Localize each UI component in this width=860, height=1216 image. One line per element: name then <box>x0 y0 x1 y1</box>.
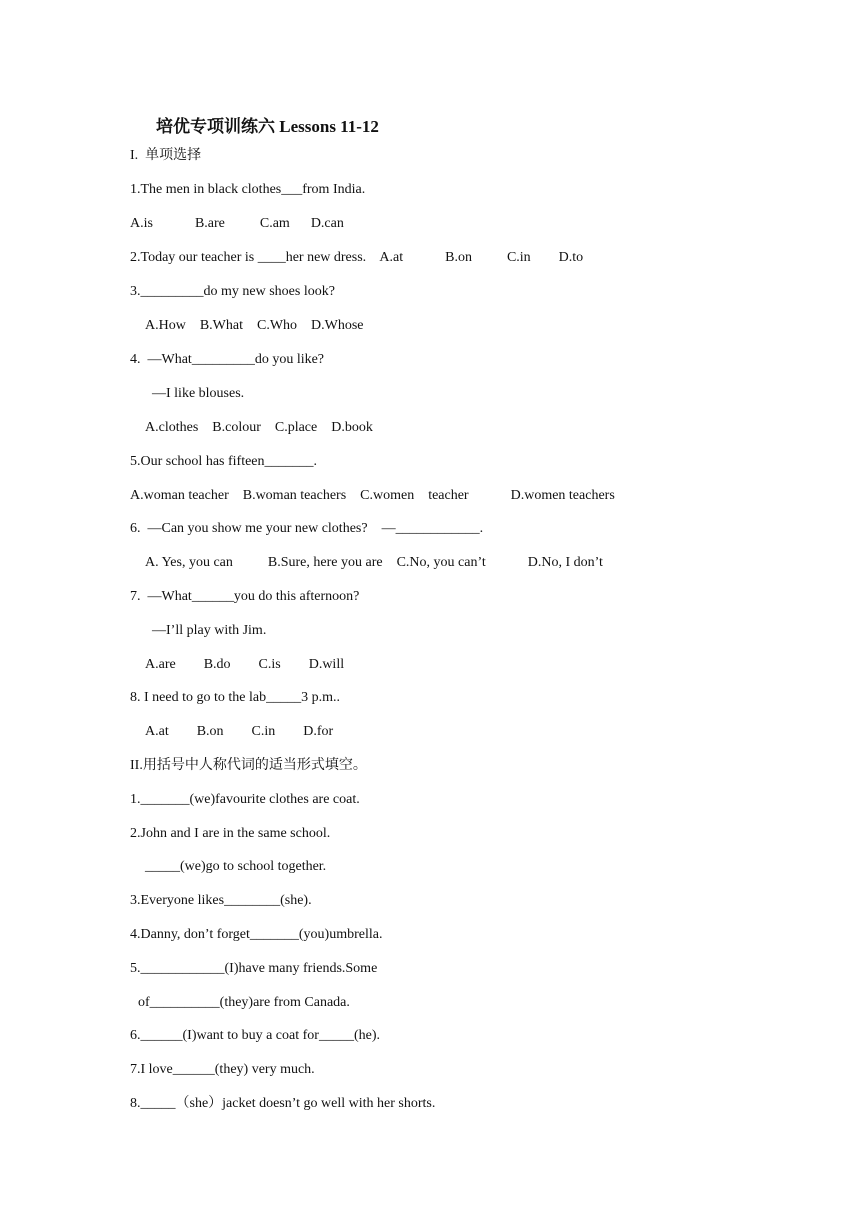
pronoun-item-5-continued: of__________(they)are from Canada. <box>138 995 350 1010</box>
page-title: 培优专项训练六 Lessons 11-12 <box>156 117 379 136</box>
pronoun-item-1: 1._______(we)favourite clothes are coat. <box>130 792 360 807</box>
question-6: 6. —Can you show me your new clothes? —____________. <box>130 521 484 536</box>
question-5-options: A.woman teacher B.woman teachers C.women teacher D.women teachers <box>130 488 615 503</box>
pronoun-item-5: 5.____________(I)have many friends.Some <box>130 961 378 976</box>
question-4: 4. —What_________do you like? <box>130 352 325 367</box>
question-8-options: A.at B.on C.in D.for <box>145 724 334 739</box>
question-2: 2.Today our teacher is ____her new dress. A.at B.on C.in D.to <box>130 250 584 265</box>
pronoun-item-6: 6.______(I)want to buy a coat for_____(he). <box>130 1028 380 1043</box>
question-7-reply: —I’ll play with Jim. <box>152 623 267 638</box>
question-3: 3._________do my new shoes look? <box>130 284 335 299</box>
question-6-options: A. Yes, you can B.Sure, here you are C.No, you can’t D.No, I don’t <box>145 555 603 570</box>
pronoun-item-4: 4.Danny, don’t forget_______(you)umbrella. <box>130 927 383 942</box>
question-7-options: A.are B.do C.is D.will <box>145 657 345 672</box>
section-heading-multiple-choice: I. 单项选择 <box>130 148 202 163</box>
pronoun-item-8: 8._____（she）jacket doesn’t go well with her shorts. <box>130 1096 436 1111</box>
pronoun-item-2: 2.John and I are in the same school. <box>130 826 331 841</box>
question-4-options: A.clothes B.colour C.place D.book <box>145 420 373 435</box>
section-heading-pronouns: II.用括号中人称代词的适当形式填空。 <box>130 758 367 773</box>
question-7: 7. —What______you do this afternoon? <box>130 589 360 604</box>
pronoun-item-7: 7.I love______(they) very much. <box>130 1062 315 1077</box>
question-5: 5.Our school has fifteen_______. <box>130 454 318 469</box>
question-4-reply: —I like blouses. <box>152 386 245 401</box>
question-1-options: A.is B.are C.am D.can <box>130 216 344 231</box>
pronoun-item-2-continued: _____(we)go to school together. <box>145 859 327 874</box>
question-3-options: A.How B.What C.Who D.Whose <box>145 318 364 333</box>
pronoun-item-3: 3.Everyone likes________(she). <box>130 893 312 908</box>
question-8: 8. I need to go to the lab_____3 p.m.. <box>130 690 340 705</box>
question-1: 1.The men in black clothes___from India. <box>130 182 366 197</box>
